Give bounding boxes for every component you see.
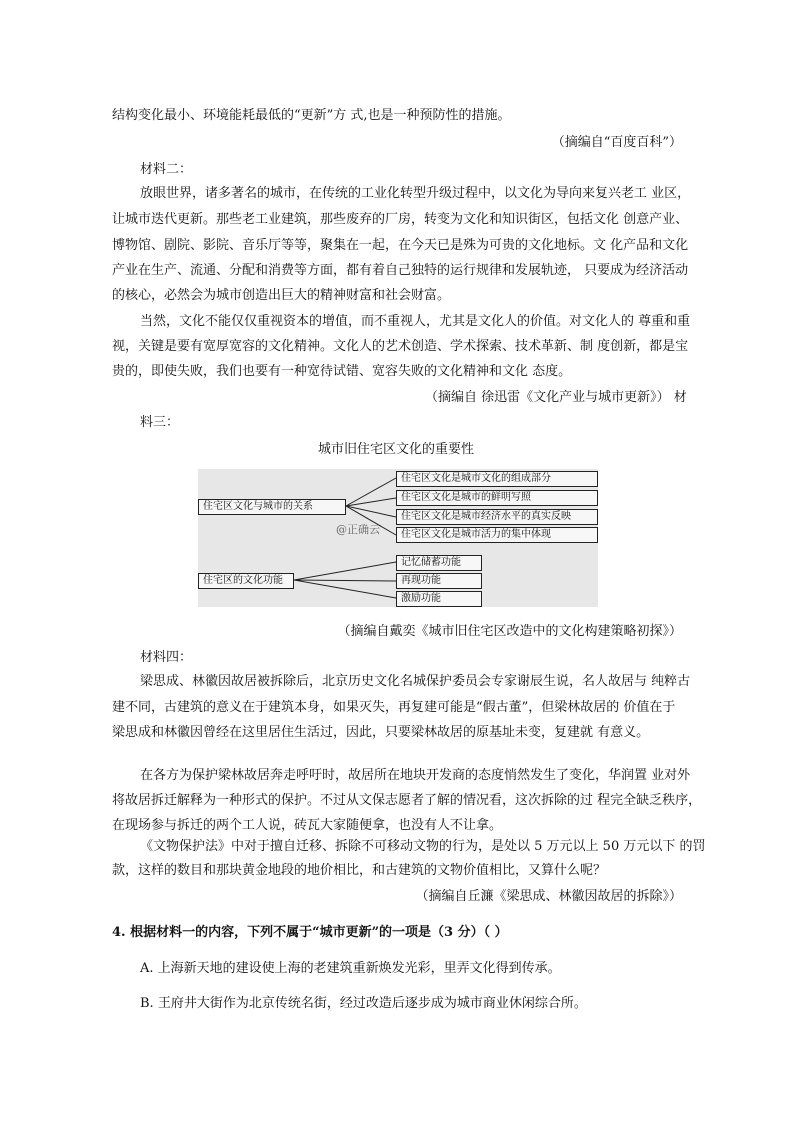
source-2: （摘编自 徐迅雷《文化产业与城市更新》） 材: [425, 390, 687, 405]
source-1: （摘编自“百度百科”）: [551, 135, 682, 150]
m2-line-5: 的核心，必然会为城市创造出巨大的精神财富和社会财富。: [112, 288, 451, 303]
m4-line-5: 将故居拆迁解释为一种形式的保护。不过从文保志愿者了解的情况看，这次拆除的过 程完全缺乏秩序，: [112, 793, 702, 808]
box-function: 住宅区的文化功能: [198, 573, 294, 589]
box-rt-4: 住宅区文化是城市活力的集中体现: [396, 527, 598, 543]
box-rt-1: 住宅区文化是城市文化的组成部分: [396, 471, 598, 487]
m2-line-7: 视，关键是要有宽厚宽容的文化精神。文化人的艺术创造、学术探索、技术革新、制 度创新，都是宝: [112, 339, 689, 354]
text-p0: 结构变化最小、环境能耗最低的“更新”方 式,也是一种预防性的措施。: [112, 108, 511, 123]
m2-line-8: 贵的，即使失败，我们也要有一种宽待试错、宽容失败的文化精神和文化 态度。: [112, 364, 572, 379]
material-3-title: 料三：: [140, 415, 180, 430]
box-rb-1: 记忆储蓄功能: [396, 555, 482, 571]
m2-line-4: 产业在生产、流通、分配和消费等方面，都有着自己独特的运行规律和发展轨迹， 只要成为经济活动: [112, 263, 689, 278]
diagram-title: 城市旧住宅区文化的重要性: [318, 442, 475, 457]
m2-line-3: 博物馆、剧院、影院、音乐厅等等，聚集在一起，在今天已是殊为可贵的文化地标。文 化产品和文化: [112, 238, 689, 253]
box-relation: 住宅区文化与城市的关系: [198, 499, 346, 515]
option-b: B. 王府井大街作为北京传统名街，经过改造后逐步成为城市商业休闲综合所。: [140, 996, 587, 1011]
box-rt-2: 住宅区文化是城市的鲜明写照: [396, 490, 598, 506]
source-4: （摘编自丘濂《梁思成、林徽因故居的拆除》）: [415, 889, 682, 904]
m4-line-7: 《文物保护法》中对于擅自迁移、拆除不可移动文物的行为，是处以 5 万元以上 50 万元以下 的罚: [140, 839, 706, 854]
watermark: @正确云: [336, 523, 380, 536]
m4-line-2: 建不同，古建筑的意义在于建筑本身，如果灭失，再复建可能是“假古董”，但梁林故居的 价值在于: [112, 700, 676, 715]
m4-line-8: 款，这样的数目和那块黄金地段的地价相比，和古建筑的文物价值相比，又算什么呢？: [112, 863, 607, 878]
source-3: （摘编自戴奕《城市旧住宅区改造中的文化构建策略初探》）: [337, 624, 682, 639]
m2-line-1: 放眼世界，诸多著名的城市，在传统的工业化转型升级过程中，以文化为导向来复兴老工 业区，: [140, 186, 691, 201]
m2-line-6: 当然，文化不能仅仅重视资本的增值，而不重视人，尤其是文化人的价值。对文化人的 尊重和重: [140, 314, 691, 329]
option-a: A. 上海新天地的建设使上海的老建筑重新焕发光彩，里弄文化得到传承。: [140, 961, 561, 976]
m4-line-6: 在现场参与拆迁的两个工人说，砖瓦大家随便拿，也没有人不让拿。: [112, 818, 503, 833]
m4-line-1: 梁思成、林徽因故居被拆除后，北京历史文化名城保护委员会专家谢辰生说，名人故居与 纯粹古: [140, 674, 691, 689]
box-rb-2: 再现功能: [396, 573, 482, 589]
box-rt-3: 住宅区文化是城市经济水平的真实反映: [396, 509, 598, 525]
material-2-title: 材料二：: [140, 162, 193, 177]
m4-line-3: 梁思成和林徽因曾经在这里居住生活过，因此，只要梁林故居的原基址未变，复建就 有意义。: [112, 725, 650, 740]
m4-line-4: 在各方为保护梁林故居奔走呼吁时，故居所在地块开发商的态度悄然发生了变化，华润置 业对外: [140, 768, 691, 783]
box-rb-3: 激励功能: [396, 591, 482, 607]
material-4-title: 材料四：: [140, 650, 193, 665]
diagram: [198, 469, 598, 607]
m2-line-2: 让城市迭代更新。那些老工业建筑，那些废弃的厂房，转变为文化和知识街区，包括文化 创意产业、: [112, 212, 689, 227]
question-4: 4. 根据材料一的内容，下列不属于“城市更新”的一项是（3 分）（ ）: [112, 925, 508, 940]
